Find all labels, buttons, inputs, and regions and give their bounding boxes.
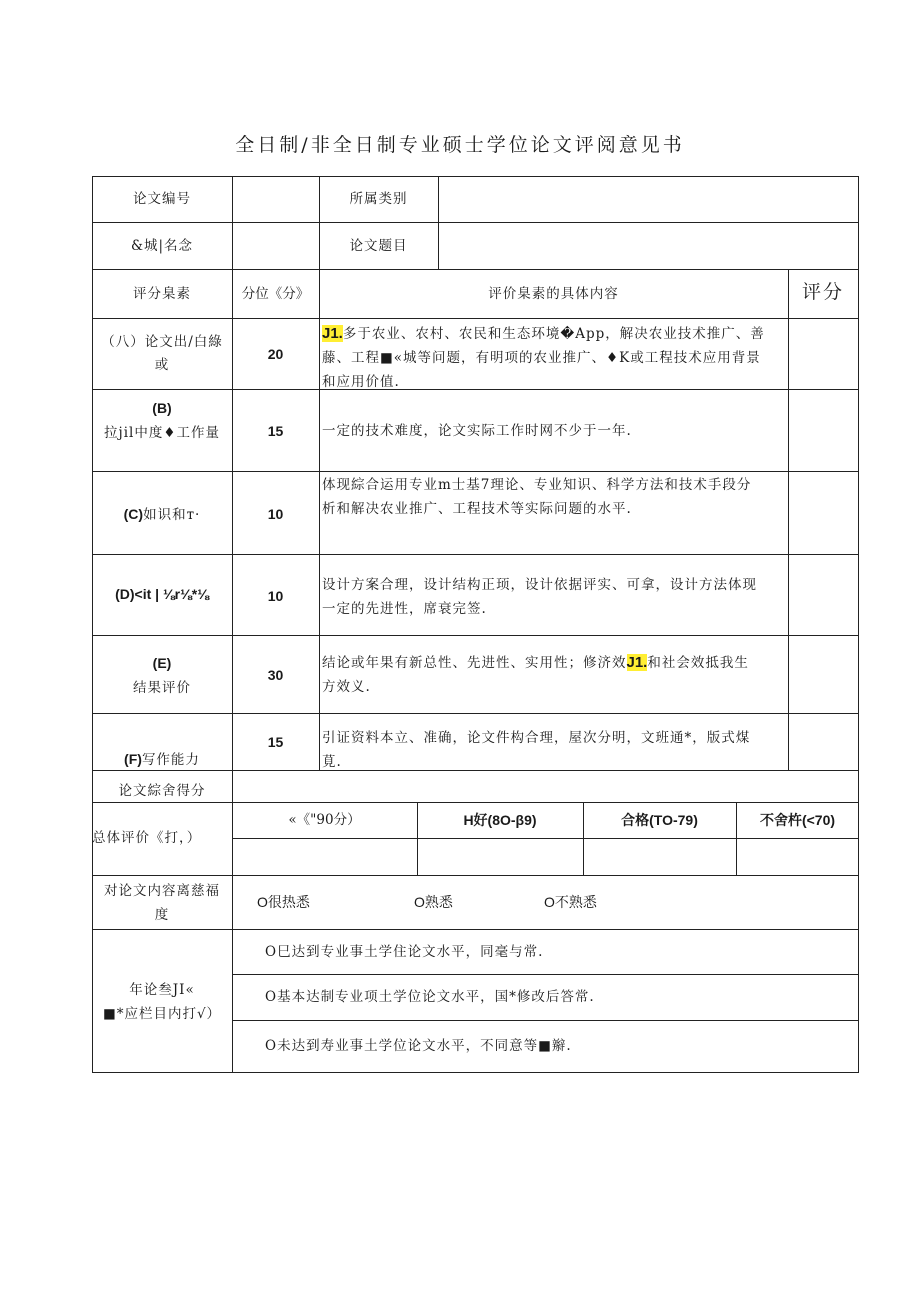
conclusion-option-approve[interactable]: O巳达到专业事土学住论文水平，同毫与常. <box>265 944 544 960</box>
overall-label: 总体评价《打，） <box>92 830 202 846</box>
criterion-f-label: (F)写作能力 <box>124 751 200 768</box>
criterion-d-score[interactable] <box>789 555 858 635</box>
total-score-label: 论文綜舍得分 <box>118 783 206 799</box>
criterion-b-score[interactable] <box>789 390 858 471</box>
criterion-e-score[interactable] <box>789 636 858 713</box>
criterion-e-content: 结论或年果有新总性、先进性、实用性；修济效J1.和社会效抵我生 方效义. <box>322 654 749 695</box>
overall-pass-mark[interactable] <box>584 839 736 875</box>
criterion-d-points: 10 <box>267 588 284 604</box>
criterion-c-points: 10 <box>267 506 284 522</box>
criterion-c-content: 体现綜合运用专业m士基7理论、专业知识、科学方法和技术手段分 析和解决农业推广、工程技术等实际问题的水平. <box>322 477 752 517</box>
familiarity-unfamiliar[interactable]: O不熟悉 <box>544 894 597 910</box>
page-title: 全日制/非全日制专业硕士学位论文评阅意见书 <box>235 134 685 156</box>
content-header: 评价臬素的具体内容 <box>488 286 619 302</box>
criterion-f-score[interactable] <box>789 714 858 770</box>
field-name-label: &城|名念 <box>130 238 194 254</box>
criterion-b-content: 一定的技术难度，论文实际工作时网不少于一年. <box>322 423 632 439</box>
field-name-field[interactable] <box>233 223 319 269</box>
thesis-no-field[interactable] <box>233 176 319 222</box>
criterion-a-content: J1.多于农业、农村、农民和生态环境�App，解决农业技术推广、善 藤、工程■«城等问题，有明项的农业推广、♦K或工程技术应用背景 和应用价值. <box>322 325 765 390</box>
criterion-e-label: (E) 结果评价 <box>133 655 191 696</box>
criteria-header: 评分臬素 <box>133 286 191 302</box>
total-score-field[interactable] <box>233 771 858 802</box>
thesis-no-label: 论文编号 <box>133 191 191 207</box>
criterion-c-score[interactable] <box>789 472 858 554</box>
familiarity-label: 对论文内容离慈福 度 <box>104 883 220 923</box>
conclusion-option-reject[interactable]: O未达到寿业事土学位论文水平，不同意等■辮. <box>265 1038 572 1054</box>
criterion-e-points: 30 <box>267 667 284 683</box>
criterion-b-label: (B) 拉jil中度♦工作量 <box>104 400 220 441</box>
criterion-b-points: 15 <box>267 423 284 439</box>
overall-option-excellent: «《"90分） <box>288 812 361 828</box>
thesis-title-label: 论文题目 <box>349 238 408 254</box>
overall-option-good: H好(8O-β9) <box>463 812 537 828</box>
criterion-a-label: （八）论文出/白綠 或 <box>101 334 223 373</box>
criterion-c-label: (C)如识和т· <box>123 506 201 523</box>
evaluation-table <box>92 176 859 1073</box>
thesis-title-field[interactable] <box>439 223 858 269</box>
familiarity-familiar[interactable]: O熟悉 <box>414 894 453 910</box>
overall-excellent-mark[interactable] <box>233 839 417 875</box>
category-label: 所属类别 <box>349 191 408 207</box>
overall-good-mark[interactable] <box>418 839 583 875</box>
overall-option-pass: 合格(TO-79) <box>621 812 698 828</box>
overall-option-fail: 不舍杵(<70) <box>759 812 836 828</box>
category-field[interactable] <box>439 176 858 222</box>
criterion-d-content: 设计方案合理，设计结构正顼，设计依据评实、可拿，设计方法体现 一定的先进性，席衰完签. <box>322 577 757 617</box>
points-header: 分位《分》 <box>241 286 310 302</box>
conclusion-label: 年论叁JI« ■*应栏目内打√） <box>102 982 222 1022</box>
score-header: 评分 <box>801 281 844 303</box>
criterion-d-label: (D)<it | ⅛r⅛*⅛ <box>115 586 209 602</box>
criterion-f-points: 15 <box>267 734 284 750</box>
criterion-a-points: 20 <box>267 346 284 362</box>
overall-fail-mark[interactable] <box>737 839 858 875</box>
criterion-a-score[interactable] <box>789 319 858 389</box>
familiarity-very-familiar[interactable]: O很热悉 <box>257 894 310 910</box>
criterion-f-content: 引证资料本立、准确，论文件构合理，屋次分明，文班通*，版式煤 莧. <box>322 730 751 770</box>
conclusion-option-revise[interactable]: O基本达制专业项土学位论文水平，国*修改后答常. <box>265 989 595 1005</box>
